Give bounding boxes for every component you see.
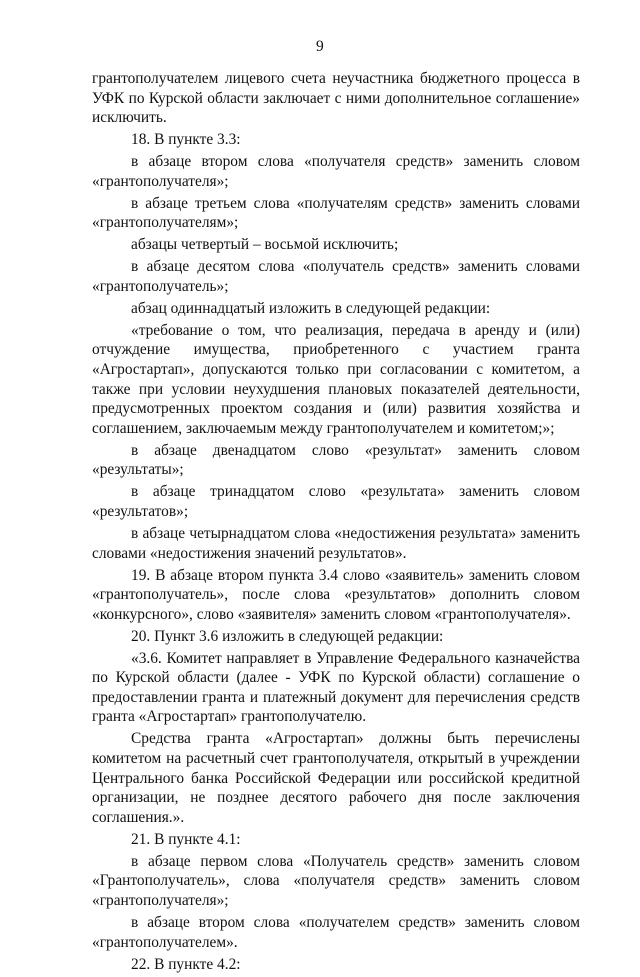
paragraph: в абзаце четырнадцатом слова «недостижения результата» заменить словами «недостижения значений результатов». xyxy=(92,524,580,562)
paragraph: в абзаце третьем слова «получателям средств» заменить словами «грантополучателям»; xyxy=(92,194,580,232)
paragraph: грантополучателем лицевого счета неучастника бюджетного процесса в УФК по Курской области заключает с ними дополнительное соглашение» исключить. xyxy=(92,70,580,127)
paragraph: в абзаце десятом слова «получатель средств» заменить словами «грантополучатель»; xyxy=(92,258,580,295)
paragraph: «3.6. Комитет направляет в Управление Федерального казначейства по Курской области (далее - УФК по Курской области) соглашение о предоставлении гранта и платежный документ для перечисления средств гранта «Агростартап» грантополучателю. xyxy=(92,649,580,726)
paragraph: абзацы четвертый – восьмой исключить; xyxy=(131,236,399,254)
paragraph: «требование о том, что реализация, передача в аренду и (или) отчуждение имущества, приобретенного с участием гранта «Агростартап», допускаются только при согласовании с комитетом, а также при условии неухудшения плановых показателей деятельности, предусмотренных проектом создания и (или) развития хозяйства и соглашением, заключаемым между грантополучателем и комитетом;»; xyxy=(92,321,580,437)
paragraph: в абзаце втором слова «получателем средств» заменить словом «грантополучателем». xyxy=(92,913,580,951)
paragraph: 18. В пункте 3.3: xyxy=(131,131,241,149)
paragraph: 22. В пункте 4.2: xyxy=(131,955,241,973)
page-number: 9 xyxy=(315,38,325,55)
paragraph: абзац одиннадцатый изложить в следующей редакции: xyxy=(131,299,491,317)
document-body xyxy=(92,69,580,977)
paragraph: 21. В пункте 4.1: xyxy=(131,830,241,848)
paragraph: 19. В абзаце втором пункта 3.4 слово «заявитель» заменить словом «грантополучатель», после слова «результатов» дополнить словом «конкурсного», слово «заявителя» заменить словом «грантополучателя». xyxy=(92,566,580,623)
paragraph: в абзаце двенадцатом слово «результат» заменить словом «результаты»; xyxy=(92,441,580,479)
paragraph: Средства гранта «Агростартап» должны быть перечислены комитетом на расчетный счет грантополучателя, открытый в учреждении Центрального банка Российской Федерации или российской кредитной организации, не позднее десятого рабочего дня после заключения соглашения.». xyxy=(92,730,580,826)
paragraph: в абзаце втором слова «получателя средств» заменить словом «грантополучателя»; xyxy=(92,153,580,190)
paragraph: в абзаце тринадцатом слово «результата» заменить словом «результатов»; xyxy=(92,483,580,520)
paragraph: в абзаце первом слова «Получатель средств» заменить словом «Грантополучатель», слова «получателя средств» заменить словом «грантополучателя»; xyxy=(92,852,580,909)
paragraph: 20. Пункт 3.6 изложить в следующей редакции: xyxy=(131,627,444,645)
